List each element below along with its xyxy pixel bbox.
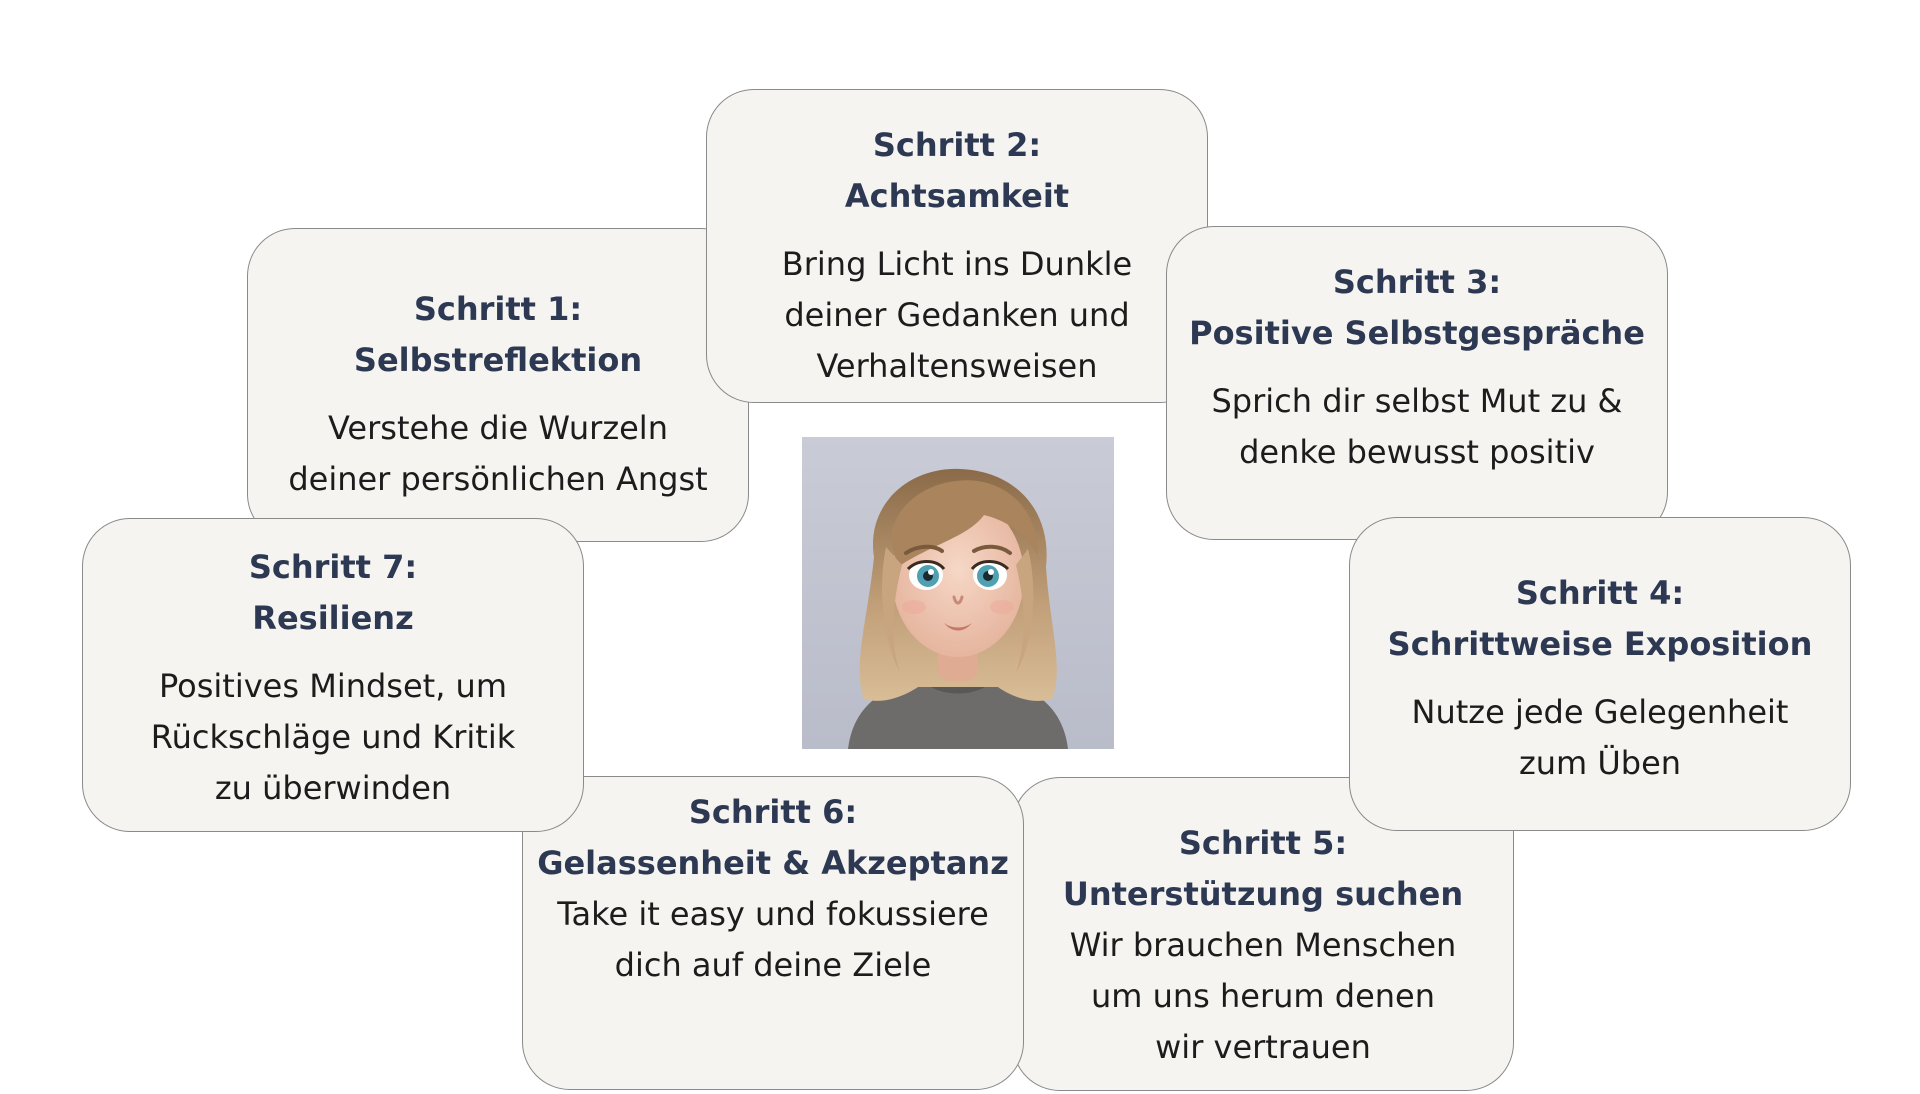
- step-subtitle: Achtsamkeit: [844, 177, 1070, 215]
- step-description-line: Take it easy und fokussiere: [557, 895, 989, 933]
- step-card-3: [1166, 226, 1668, 540]
- step-description-line: wir vertrauen: [1155, 1028, 1371, 1066]
- step-heading: Schritt 6:: [688, 793, 858, 831]
- step-heading: Schritt 3:: [1332, 263, 1502, 301]
- step-description-line: Verstehe die Wurzeln: [328, 409, 668, 447]
- step-heading: Schritt 7:: [248, 548, 418, 586]
- step-description-line: zum Üben: [1518, 744, 1682, 782]
- step-description-line: Positives Mindset, um: [159, 667, 507, 705]
- step-subtitle: Resilienz: [252, 599, 414, 637]
- step-card-7: [82, 518, 584, 832]
- step-heading: Schritt 4:: [1515, 574, 1685, 612]
- step-description-line: deiner Gedanken und: [784, 296, 1130, 334]
- step-heading: Schritt 5:: [1178, 824, 1348, 862]
- step-description-line: Rückschläge und Kritik: [150, 718, 516, 756]
- step-description: [1167, 376, 1667, 478]
- step-card-6: [522, 776, 1024, 1090]
- step-subtitle: Unterstützung suchen: [1062, 875, 1464, 913]
- step-description-line: Wir brauchen Menschen: [1069, 926, 1457, 964]
- step-description-line: Verhaltensweisen: [816, 347, 1098, 385]
- step-subtitle: Selbstreflektion: [353, 341, 643, 379]
- step-description-line: zu überwinden: [214, 769, 452, 807]
- step-description: [1350, 687, 1850, 789]
- step-subtitle: Schrittweise Exposition: [1387, 625, 1813, 663]
- cartoon-girl-portrait-icon: [802, 437, 1114, 749]
- step-card-4: [1349, 517, 1851, 831]
- step-description-line: Nutze jede Gelegenheit: [1411, 693, 1789, 731]
- step-heading: Schritt 2:: [872, 126, 1042, 164]
- step-subtitle: Positive Selbstgespräche: [1189, 314, 1645, 352]
- step-description-line: deiner persönlichen Angst: [288, 460, 708, 498]
- step-description-line: dich auf deine Ziele: [614, 946, 932, 984]
- step-description: [707, 239, 1207, 392]
- step-description: [523, 889, 1023, 991]
- step-description-line: denke bewusst positiv: [1239, 433, 1595, 471]
- step-card-2: [706, 89, 1208, 403]
- step-description: [1013, 920, 1513, 1073]
- step-description: [248, 403, 748, 505]
- step-description: [83, 661, 583, 814]
- step-description-line: um uns herum denen: [1090, 977, 1436, 1015]
- step-heading: Schritt 1:: [413, 290, 583, 328]
- step-description-line: Bring Licht ins Dunkle: [781, 245, 1133, 283]
- step-subtitle: Gelassenheit & Akzeptanz: [537, 844, 1009, 882]
- step-card-1: [247, 228, 749, 542]
- step-description-line: Sprich dir selbst Mut zu &: [1211, 382, 1623, 420]
